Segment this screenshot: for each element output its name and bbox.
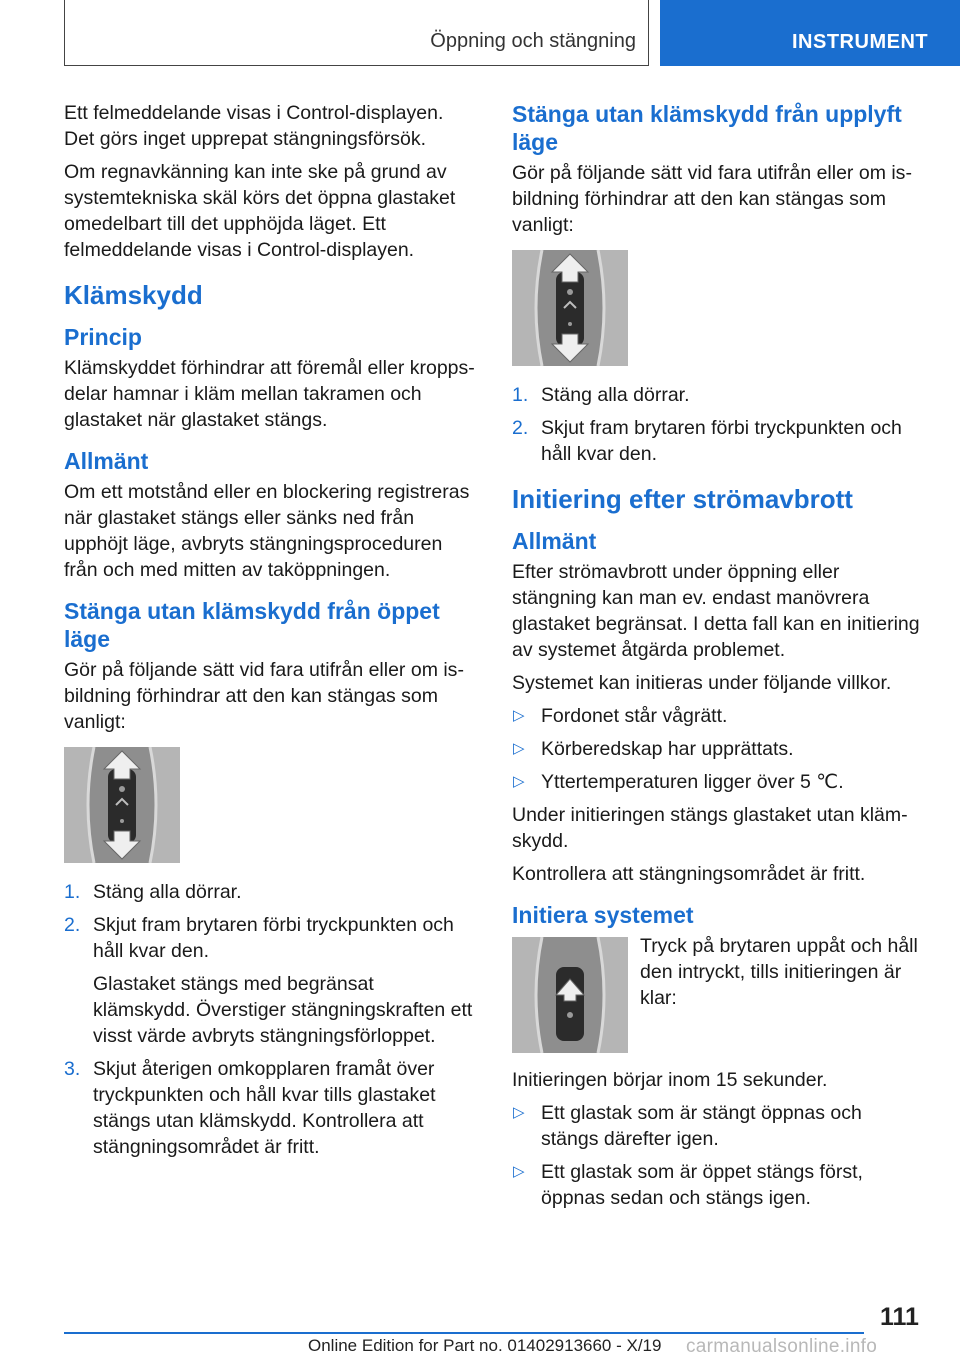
result-item — [512, 1159, 924, 1211]
paragraph-error-message: Ett felmeddelande visas i Control-displayen. Det görs inget upprepat stängningsförsök. — [64, 102, 444, 150]
paragraph-close-from-raised: Gör på följande sätt vid fara utifrån eller om isbildning förhindrar att den kan stängas som vanligt: — [512, 162, 912, 236]
step-text: Skjut fram brytaren förbi tryckpunkten och håll kvar den. — [93, 914, 454, 962]
step-number: 1. — [512, 384, 529, 406]
chapter-title: INSTRUMENT — [792, 31, 929, 53]
footer-divider — [64, 1332, 864, 1334]
result-text: Ett glastak som är öppet stängs först, öppnas sedan och stängs igen. — [541, 1161, 863, 1209]
heading-close-from-raised: Stänga utan klämskydd från upplyft läge — [512, 101, 902, 155]
paragraph-close-from-open: Gör på följande sätt vid fara utifrån eller om isbildning förhindrar att den kan stängas som vanligt: — [64, 659, 464, 733]
switch-up-down-illustration — [512, 250, 628, 366]
step-text: Stäng alla dörrar. — [93, 881, 242, 903]
condition-item — [512, 736, 924, 762]
switch-up-down-illustration — [64, 747, 180, 863]
heading-initiera-systemet: Initiera systemet — [512, 902, 694, 928]
paragraph-check-area: Kontrollera att stängningsområdet är fritt. — [512, 863, 866, 885]
step-number: 2. — [64, 914, 81, 936]
paragraph-during-init: Under initieringen stängs glastaket utan klämskydd. — [512, 804, 908, 852]
heading-klamskydd: Klämskydd — [64, 280, 203, 310]
result-text: Ett glastak som är stängt öppnas och stängs därefter igen. — [541, 1102, 862, 1150]
paragraph-init-starts: Initieringen börjar inom 15 sekunder. — [512, 1069, 828, 1091]
step-3 — [64, 1056, 476, 1160]
condition-text: Yttertemperaturen ligger över 5 ℃. — [541, 771, 844, 793]
heading-close-from-open: Stänga utan klämskydd från öppet läge — [64, 598, 440, 652]
condition-item — [512, 703, 924, 729]
step-number: 1. — [64, 881, 81, 903]
step-2 — [512, 415, 924, 467]
right-column — [512, 100, 924, 1218]
step-text: Skjut fram brytaren förbi tryckpunkten och håll kvar den. — [541, 417, 902, 465]
step-number: 2. — [512, 417, 529, 439]
heading-allmant: Allmänt — [512, 528, 597, 554]
condition-text: Körberedskap har upprättats. — [541, 738, 794, 760]
section-title: Öppning och stängning — [430, 30, 636, 52]
paragraph-princip: Klämskyddet förhindrar att föremål eller kroppsdelar hamnar i kläm mellan takramen och glastaket när glastaket stängs. — [64, 357, 475, 431]
switch-press-up-illustration — [512, 937, 628, 1053]
condition-item — [512, 769, 924, 795]
step-number: 3. — [64, 1058, 81, 1080]
triangle-bullet-icon: ▷ — [513, 1104, 525, 1121]
triangle-bullet-icon: ▷ — [513, 1163, 525, 1180]
step-text: Skjut återigen omkopplaren framåt över tryckpunkten och håll kvar tills glastaket stängs utan klämskydd. Kontrollera att stängningsområdet är fritt. — [93, 1058, 436, 1158]
header-section-box — [64, 0, 649, 66]
step-1 — [512, 382, 924, 408]
heading-allmant: Allmänt — [64, 448, 149, 474]
heading-initiering: Initiering efter strömavbrott — [512, 484, 853, 514]
paragraph-allmant-2: Systemet kan initieras under följande villkor. — [512, 672, 892, 694]
result-item — [512, 1100, 924, 1152]
paragraph-allmant-1: Efter strömavbrott under öppning eller stängning kan man ev. endast manövrera glastaket begränsat. I detta fall kan en initiering av systemet åtgärda problemet. — [512, 561, 920, 661]
step-2 — [64, 912, 476, 964]
page-number: 111 — [880, 1303, 919, 1331]
condition-text: Fordonet står vågrätt. — [541, 705, 728, 727]
header-chapter-tab[interactable] — [660, 0, 960, 66]
heading-princip: Princip — [64, 324, 142, 350]
step-1 — [64, 879, 476, 905]
paragraph-rain-sensor: Om regnavkänning kan inte ske på grund av systemtekniska skäl körs det öppna glastaket omedelbart till det upphöjda läget. Ett felmeddelande visas i Control-displayen. — [64, 161, 456, 261]
left-column — [64, 100, 476, 1167]
paragraph-press-switch: Tryck på brytaren uppåt och håll den intryckt, tills initieringen är klar: — [640, 935, 918, 1009]
step-text: Stäng alla dörrar. — [541, 384, 690, 406]
paragraph-allmant: Om ett motstånd eller en blockering registreras när glastaket stängs eller sänks ned från upphöjt läge, avbryts stängningsproceduren från och med mitten av taköppningen. — [64, 481, 470, 581]
triangle-bullet-icon: ▷ — [513, 707, 525, 724]
init-figure-row — [512, 933, 924, 1057]
triangle-bullet-icon: ▷ — [513, 740, 525, 757]
watermark: carmanualsonline.info — [686, 1336, 878, 1357]
footer-edition: Online Edition for Part no. 01402913660 - X/19 — [308, 1336, 662, 1355]
triangle-bullet-icon: ▷ — [513, 773, 525, 790]
step-2-note: Glastaket stängs med begränsat klämskydd. Överstiger stängningskraften ett visst värde avbryts stängningsförloppet. — [93, 973, 473, 1047]
